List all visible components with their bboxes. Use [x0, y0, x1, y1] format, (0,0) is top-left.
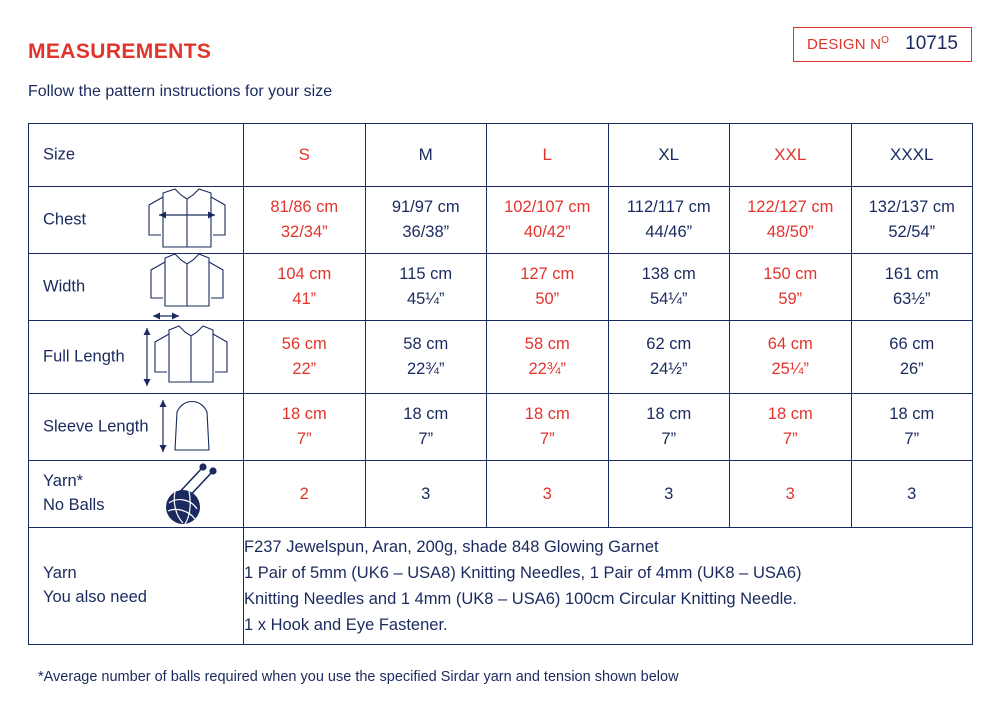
- value-metric: 18 cm: [281, 405, 327, 424]
- cell-chest-l: [487, 187, 609, 254]
- cell-full-length-m: [365, 321, 487, 394]
- value-metric: 138 cm: [641, 265, 696, 284]
- value-metric: 18 cm: [403, 405, 449, 424]
- cell-chest-s: [244, 187, 366, 254]
- value-imperial: 44/46”: [645, 223, 693, 241]
- row-label-width-cell: [29, 254, 244, 321]
- value-imperial: 24½”: [649, 360, 688, 378]
- yarn-note-line-1: F237 Jewelspun, Aran, 200g, shade 848 Glowing Garnet: [244, 537, 659, 556]
- table-row-yarn-notes: [29, 528, 973, 645]
- row-label-yarn-balls-cell: [29, 461, 244, 528]
- value-metric: 115 cm: [399, 265, 453, 284]
- row-label-width: Width: [43, 277, 86, 296]
- value-imperial: 22¾”: [528, 360, 567, 378]
- header-cell-s: S: [244, 124, 366, 187]
- yarn-note-line-3: Knitting Needles and 1 4mm (UK8 – USA6) 100cm Circular Knitting Needle.: [244, 590, 798, 608]
- value-metric: 18 cm: [524, 405, 570, 424]
- row-label-yarn-balls: [43, 470, 104, 518]
- row-label-sleeve-length: Sleeve Length: [43, 417, 149, 436]
- cell-sleeve-length-l: [487, 394, 609, 461]
- row-label-full-length-cell: [29, 321, 244, 394]
- page-subtitle: Follow the pattern instructions for your size: [28, 83, 333, 100]
- header-cell-xxxl: XXXL: [851, 124, 973, 187]
- row-label-sleeve-length-cell: [29, 394, 244, 461]
- value-metric: 18 cm: [767, 405, 813, 424]
- cell-sleeve-length-s: [244, 394, 366, 461]
- header-label: Size: [43, 145, 76, 164]
- row-label-no-balls: No Balls: [43, 496, 105, 514]
- value-metric: 58 cm: [403, 335, 449, 354]
- value-imperial: 22”: [292, 360, 317, 378]
- value-imperial: 7”: [661, 430, 677, 448]
- value-metric: 66 cm: [889, 335, 935, 354]
- header-cell-xxl: XXL: [730, 124, 852, 187]
- cell-chest-m: [365, 187, 487, 254]
- value-imperial: 25¼”: [771, 360, 810, 378]
- yarn-note-line-2: 1 Pair of 5mm (UK6 – USA8) Knitting Needles, 1 Pair of 4mm (UK8 – USA6): [244, 563, 802, 582]
- value-metric: 122/127 cm: [747, 198, 834, 217]
- value-imperial: 22¾”: [406, 360, 445, 378]
- value-metric: 91/97 cm: [391, 198, 460, 217]
- value-metric: 18 cm: [646, 405, 692, 424]
- value-metric: 161 cm: [884, 265, 939, 284]
- value-metric: 58 cm: [524, 335, 570, 354]
- value-metric: 132/137 cm: [868, 198, 955, 217]
- value-imperial: 7”: [782, 430, 798, 448]
- value-metric: 18 cm: [889, 405, 935, 424]
- table-row-chest: [29, 187, 973, 254]
- value-metric: 64 cm: [767, 335, 813, 354]
- value-imperial: 7”: [904, 430, 920, 448]
- cell-sleeve-length-xxxl: [851, 394, 973, 461]
- cell-chest-xxl: [730, 187, 852, 254]
- value-metric: 104 cm: [277, 265, 332, 284]
- cell-width-l: [487, 254, 609, 321]
- value-imperial: 59”: [778, 290, 803, 308]
- value-metric: 150 cm: [763, 265, 818, 284]
- measurements-table: [28, 123, 973, 645]
- cardigan-width-diagram-icon: [139, 250, 235, 324]
- design-number-box: [793, 27, 972, 62]
- cell-chest-xxxl: [851, 187, 973, 254]
- table-row-width: [29, 254, 973, 321]
- cell-chest-xl: [608, 187, 730, 254]
- value-metric: 127 cm: [520, 265, 575, 284]
- cell-full-length-s: [244, 321, 366, 394]
- row-label-chest: Chest: [43, 210, 87, 229]
- value-imperial: 7”: [296, 430, 312, 448]
- design-label: DESIGN $N^O$: [807, 35, 890, 53]
- cell-balls-xxxl: 3: [851, 461, 973, 528]
- cell-balls-xl: 3: [608, 461, 730, 528]
- page-title: MEASUREMENTS: [28, 40, 212, 63]
- cell-balls-xxl: 3: [730, 461, 852, 528]
- value-imperial: 36/38”: [402, 223, 450, 241]
- cell-balls-l: 3: [487, 461, 609, 528]
- row-label-yarn-notes: [43, 562, 147, 610]
- table-header-row: [29, 124, 973, 187]
- value-imperial: 45¼”: [406, 290, 445, 308]
- value-imperial: 50”: [535, 290, 560, 308]
- cell-width-xxl: [730, 254, 852, 321]
- cell-balls-m: 3: [365, 461, 487, 528]
- cell-full-length-xxl: [730, 321, 852, 394]
- value-imperial: 41”: [292, 290, 317, 308]
- cell-sleeve-length-xxl: [730, 394, 852, 461]
- value-imperial: 7”: [539, 430, 555, 448]
- cell-width-xxxl: [851, 254, 973, 321]
- cardigan-length-diagram-icon: [139, 320, 235, 394]
- value-metric: 62 cm: [646, 335, 692, 354]
- value-imperial: 54¼”: [649, 290, 688, 308]
- value-imperial: 63½”: [892, 290, 931, 308]
- header-cell-m: M: [365, 124, 487, 187]
- footnote: *Average number of balls required when you use the specified Sirdar yarn and tension shown below: [38, 669, 679, 685]
- header-cell-l: L: [487, 124, 609, 187]
- cardigan-chest-diagram-icon: [139, 183, 235, 257]
- cell-width-xl: [608, 254, 730, 321]
- value-metric: 112/117 cm: [626, 198, 711, 217]
- table-row-sleeve-length: [29, 394, 973, 461]
- row-label-yarn-notes-line2: You also need: [43, 588, 147, 606]
- yarn-note-line-4: 1 x Hook and Eye Fastener.: [244, 616, 448, 635]
- row-label-yarn-notes-cell: [29, 528, 244, 645]
- row-label-full-length: Full Length: [43, 347, 125, 366]
- value-imperial: 40/42”: [523, 223, 571, 241]
- table-row-yarn-balls: [29, 461, 973, 528]
- yarn-ball-needles-icon: [139, 457, 235, 531]
- value-imperial: 32/34”: [280, 223, 328, 241]
- cell-sleeve-length-m: [365, 394, 487, 461]
- value-imperial: 26”: [899, 360, 924, 378]
- cell-full-length-xl: [608, 321, 730, 394]
- value-metric: 102/107 cm: [504, 198, 591, 217]
- cell-width-s: [244, 254, 366, 321]
- row-label-yarn-notes-line1: Yarn: [43, 564, 77, 583]
- row-label-chest-cell: [29, 187, 244, 254]
- yarn-notes-text: [244, 528, 973, 645]
- value-metric: 56 cm: [281, 335, 327, 354]
- sleeve-diagram-icon: [139, 390, 235, 464]
- cell-balls-s: 2: [244, 461, 366, 528]
- header-cell-xl: XL: [608, 124, 730, 187]
- value-metric: 81/86 cm: [270, 198, 339, 217]
- cell-full-length-l: [487, 321, 609, 394]
- cell-full-length-xxxl: [851, 321, 973, 394]
- header-cell-size: [29, 124, 244, 187]
- row-label-yarn: Yarn*: [43, 472, 84, 491]
- value-imperial: 7”: [418, 430, 434, 448]
- value-imperial: 52/54”: [888, 223, 936, 241]
- table-row-full-length: [29, 321, 973, 394]
- cell-width-m: [365, 254, 487, 321]
- cell-sleeve-length-xl: [608, 394, 730, 461]
- value-imperial: 48/50”: [766, 223, 814, 241]
- design-number: 10715: [905, 33, 958, 54]
